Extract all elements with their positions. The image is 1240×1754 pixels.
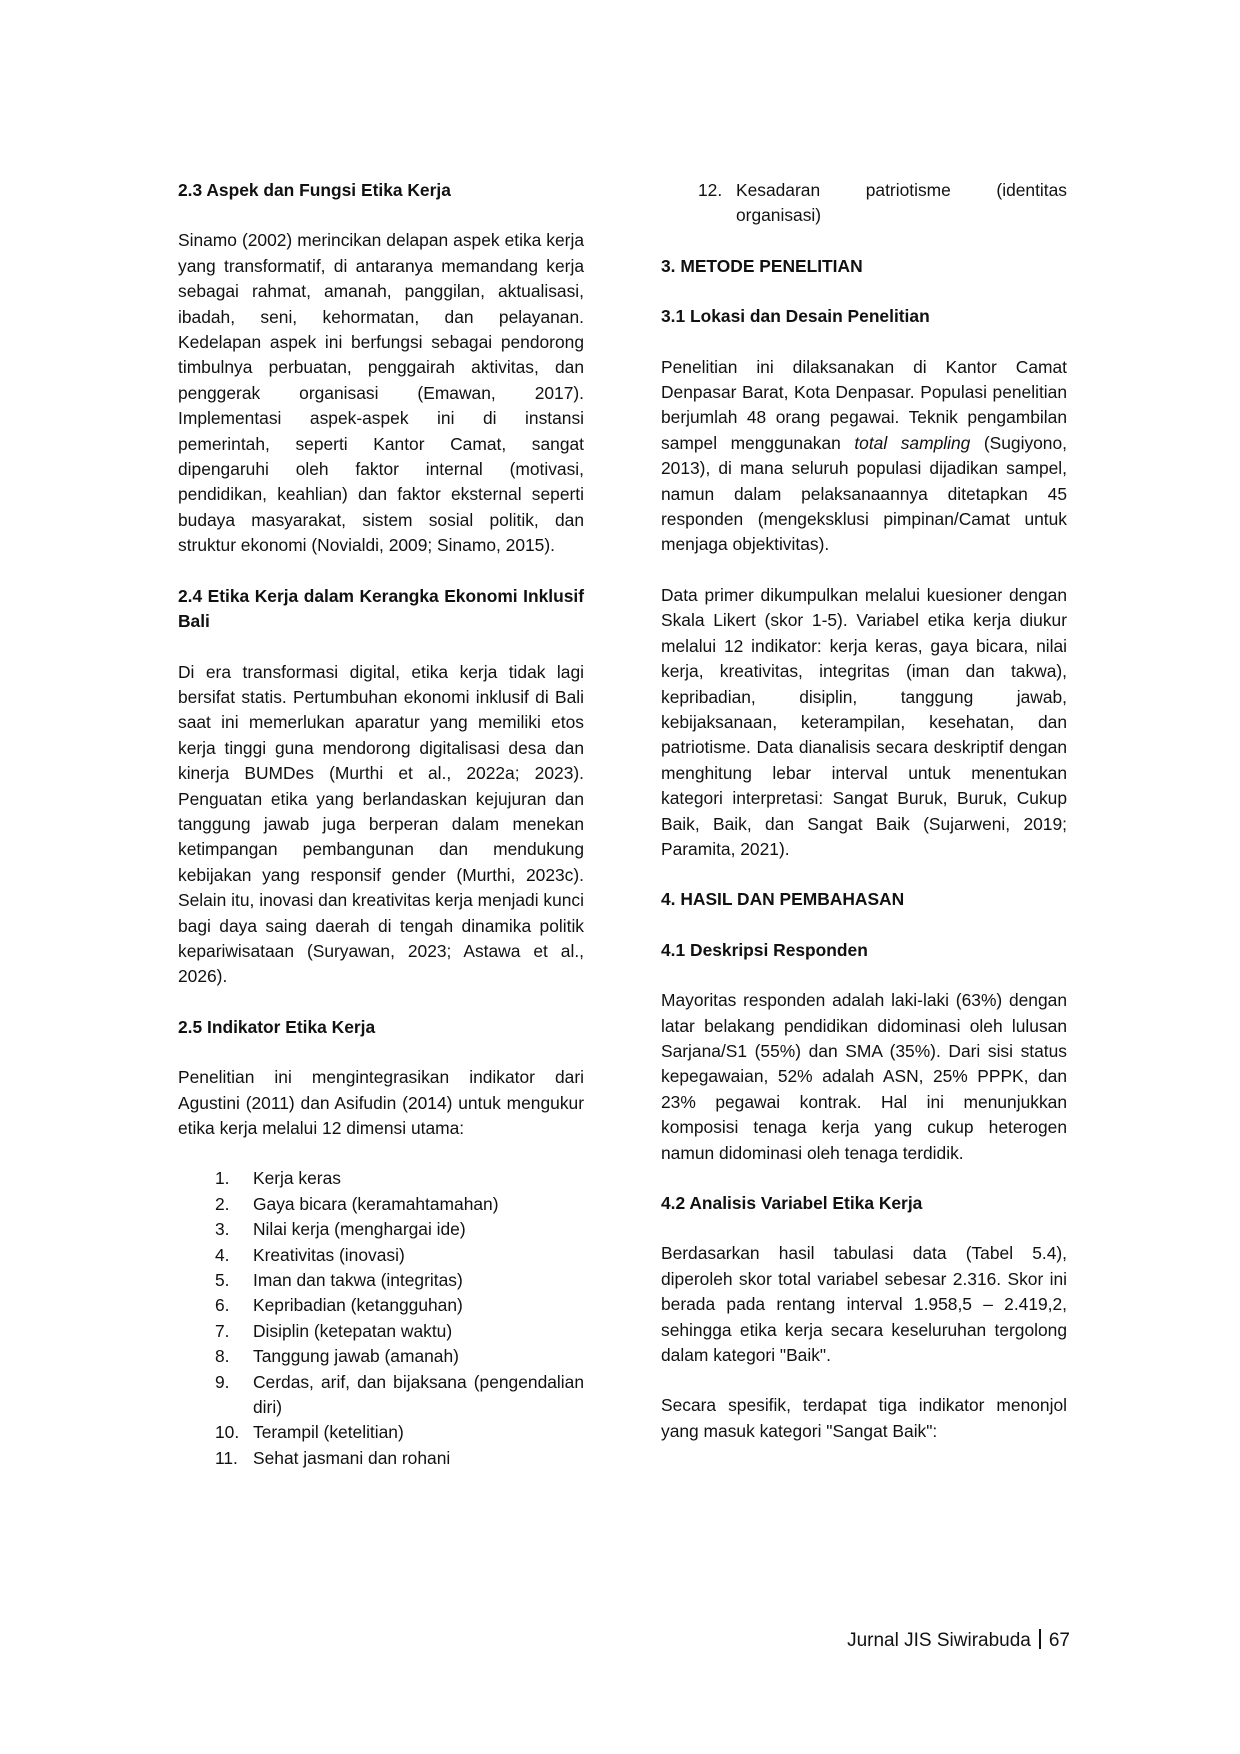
text-run: Penelitian ini dilaksanakan di Kantor Camat Denpasar Barat, Kota Denpasar. Populasi penelitian berjumlah 48 orang pegawai. Teknik pengambilan sampel menggunakan (661, 356, 1067, 453)
page-number: 67 (1048, 1630, 1070, 1651)
list-item (178, 1268, 584, 1293)
section-2-3-heading: 2.3 Aspek dan Fungsi Etika Kerja (178, 180, 451, 200)
list-item-number: 7. (215, 1320, 230, 1341)
list-item-text: Cerdas, arif, dan bijaksana (pengendalian diri) (253, 1371, 584, 1418)
list-item (661, 178, 1067, 229)
section-2-4-heading: 2.4 Etika Kerja dalam Kerangka Ekonomi Inklusif Bali (178, 585, 584, 632)
section-2-5-heading: 2.5 Indikator Etika Kerja (178, 1016, 376, 1037)
list-item-number: 9. (215, 1371, 230, 1392)
list-item-number: 8. (215, 1346, 230, 1367)
list-item-text: Gaya bicara (keramahtamahan) (253, 1193, 499, 1214)
list-item-text: Tanggung jawab (amanah) (253, 1346, 459, 1367)
list-item-text: Sehat jasmani dan rohani (253, 1447, 451, 1468)
list-item-number: 2. (215, 1193, 230, 1214)
list-item (178, 1344, 584, 1369)
list-item-text: Terampil (ketelitian) (253, 1422, 404, 1443)
list-item-text: Kesadaran patriotisme (identitas organisasi) (736, 180, 1067, 226)
section-3-heading: 3. METODE PENELITIAN (661, 255, 863, 276)
list-item-text: Nilai kerja (menghargai ide) (253, 1219, 466, 1240)
list-item (178, 1420, 584, 1445)
list-item-number: 5. (215, 1270, 230, 1291)
section-3-1-heading: 3.1 Lokasi dan Desain Penelitian (661, 306, 930, 327)
list-item (178, 1446, 584, 1471)
list-item-number: 10. (215, 1422, 240, 1443)
section-3-1-paragraph-2: Data primer dikumpulkan melalui kuesioner dengan Skala Likert (skor 1-5). Variabel etika kerja diukur melalui 12 indikator: kerja keras, gaya bicara, nilai kerja, kreativitas, integritas (iman dan takwa), kepribadian, disiplin, tanggung jawab, kebijaksanaan, keterampilan, kesehatan, dan patriotisme. Data dianalisis secara deskriptif dengan menghitung lebar interval untuk menentukan kategori interpretasi: Sangat Buruk, Buruk, Cukup Baik, Baik, dan Sangat Baik (Sujarweni, 2019; Paramita, 2021). (661, 584, 1067, 859)
list-item-number: 11. (215, 1447, 238, 1468)
list-item-number: 1. (215, 1168, 230, 1189)
section-4-2-paragraph-1: Berdasarkan hasil tabulasi data (Tabel 5.4), diperoleh skor total variabel sebesar 2.316. Skor ini berada pada rentang interval 1.958,5 – 2.419,2, sehingga etika kerja secara keseluruhan tergolong dalam kategori "Baik". (661, 1243, 1067, 1366)
list-item-text: Iman dan takwa (integritas) (253, 1270, 463, 1291)
list-item-text: Kreativitas (inovasi) (253, 1244, 405, 1265)
section-4-1-paragraph: Mayoritas responden adalah laki-laki (63%) dengan latar belakang pendidikan didominasi oleh lulusan Sarjana/S1 (55%) dan SMA (35%). Dari sisi status kepegawaian, 52% adalah ASN, 25% PPPK, dan 23% pegawai kontrak. Hal ini menunjukkan komposisi tenaga kerja yang cukup heterogen namun didominasi oleh tenaga terdidik. (661, 990, 1067, 1163)
list-item (178, 1293, 584, 1318)
section-2-3-paragraph: Sinamo (2002) merincikan delapan aspek etika kerja yang transformatif, di antaranya memandang kerja sebagai rahmat, amanah, panggilan, aktualisasi, ibadah, seni, kehormatan, dan pelayanan. Kedelapan aspek ini berfungsi sebagai pendorong timbulnya perbuatan, penggairah aktivitas, dan penggerak organisasi (Emawan, 2017). Implementasi aspek-aspek ini di instansi pemerintah, seperti Kantor Camat, sangat dipengaruhi oleh faktor internal (motivasi, pendidikan, keahlian) dan faktor eksternal seperti budaya masyarakat, sistem sosial politik, dan struktur ekonomi (Novialdi, 2009; Sinamo, 2015). (178, 230, 584, 556)
list-item-text: Kepribadian (ketangguhan) (253, 1295, 463, 1316)
list-item (178, 1370, 584, 1421)
right-column (661, 178, 1067, 1469)
section-2-4-paragraph: Di era transformasi digital, etika kerja tidak lagi bersifat statis. Pertumbuhan ekonomi inklusif di Bali saat ini memerlukan aparatur yang memiliki etos kerja tinggi guna mendorong digitalisasi desa dan kinerja BUMDes (Murthi et al., 2022a; 2023). Penguatan etika yang berlandaskan kejujuran dan tanggung jawab juga berperan dalam menekan ketimpangan pembangunan dan mendukung kebijakan yang responsif gender (Murthi, 2023c). Selain itu, inovasi dan kreativitas kerja menjadi kunci bagi daya saing daerah di tengah dinamika politik kepariwisataan (Suryawan, 2023; Astawa et al., 2026). (178, 661, 584, 987)
list-item (178, 1166, 584, 1191)
footer-divider (1039, 1629, 1041, 1649)
list-item-number: 3. (215, 1219, 230, 1240)
left-column (178, 178, 584, 1471)
journal-name: Jurnal JIS Siwirabuda (847, 1630, 1031, 1651)
italic-term: total sampling (854, 432, 971, 453)
list-item-number: 6. (215, 1295, 230, 1316)
list-item-number: 12. (698, 180, 723, 200)
section-2-5-paragraph: Penelitian ini mengintegrasikan indikator dari Agustini (2011) dan Asifudin (2014) untuk mengukur etika kerja melalui 12 dimensi utama: (178, 1067, 584, 1138)
list-item (178, 1217, 584, 1242)
section-4-2-paragraph-2: Secara spesifik, terdapat tiga indikator menonjol yang masuk kategori "Sangat Baik": (661, 1395, 1067, 1441)
list-item-text: Disiplin (ketepatan waktu) (253, 1320, 453, 1341)
list-item (178, 1319, 584, 1344)
section-3-1-paragraph-1 (661, 355, 1067, 558)
list-item-number: 4. (215, 1244, 230, 1265)
indicator-list (178, 1166, 584, 1471)
page-footer (700, 1628, 1070, 1654)
list-item (178, 1192, 584, 1217)
list-item-text: Kerja keras (253, 1168, 341, 1189)
text-run: (Sugiyono, 2013), di mana seluruh populasi dijadikan sampel, namun dalam pelaksanaannya ditetapkan 45 responden (mengeksklusi pimpinan/Camat untuk menjaga objektivitas). (661, 432, 1067, 555)
indicator-list-continued (661, 178, 1067, 229)
section-4-2-heading: 4.2 Analisis Variabel Etika Kerja (661, 1193, 923, 1213)
section-4-1-heading: 4.1 Deskripsi Responden (661, 939, 868, 960)
list-item (178, 1243, 584, 1268)
section-4-heading: 4. HASIL DAN PEMBAHASAN (661, 889, 905, 910)
